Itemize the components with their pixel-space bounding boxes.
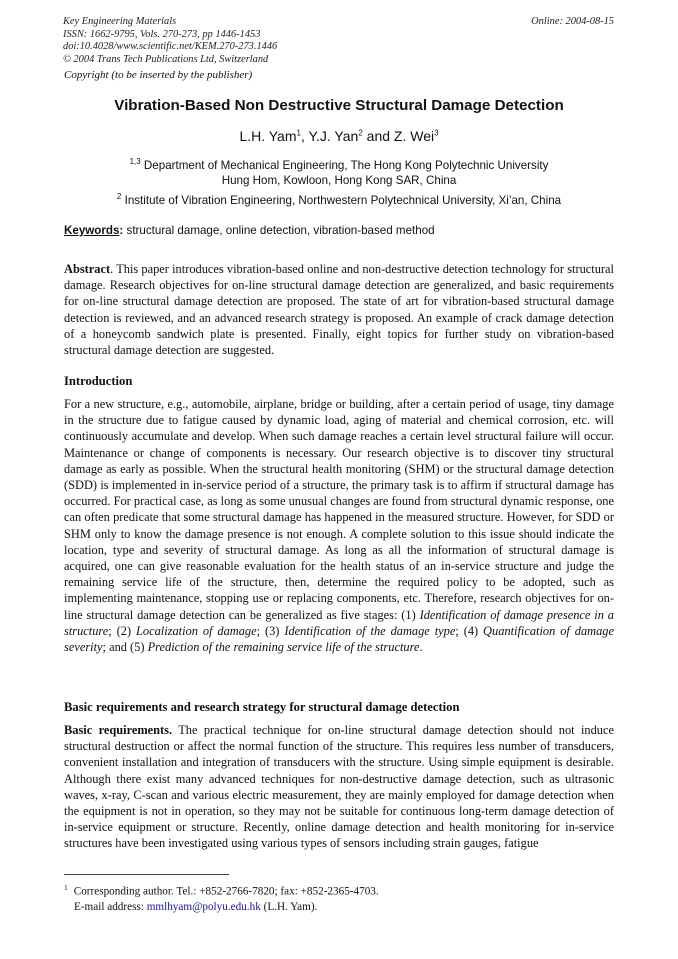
stage-name: Identification of the damage type [284,623,456,638]
introduction-body [64,396,614,655]
author-name: Y.J. Yan [308,128,359,144]
stage-name: Identification of damage presence in a structure [64,607,614,638]
introduction-heading: Introduction [64,374,133,388]
abstract-label: Abstract [64,262,111,276]
stage-name: Prediction of the remaining service life of the structure [147,640,420,655]
stage-separator: ; and (5) [102,640,148,655]
author-sup: 3 [434,128,439,138]
keywords: Keywords: structural damage, online detection, vibration-based method [64,224,435,237]
affiliation-sup: 1,3 [129,157,141,166]
footnote-email-suffix: (L.H. Yam). [260,900,318,913]
email-link[interactable]: mmlhyam@polyu.edu.hk [146,900,261,913]
doi-line: doi:10.4028/www.scientific.net/KEM.270-273.1446 [63,41,278,53]
footnote-line: Corresponding author. Tel.: +852-2766-7820; fax: +852-2365-4703. [73,885,379,898]
basic-requirements-lead: Basic requirements. [64,723,173,737]
stage-separator: ; (3) [256,623,285,638]
affiliation-line: Department of Mechanical Engineering, The Hong Kong Polytechnic University [143,158,549,172]
affiliation-sup: 2 [116,192,122,201]
paper-title: Vibration-Based Non Destructive Structural Damage Detection [114,97,564,114]
publisher-copyright: © 2004 Trans Tech Publications Ltd, Switzerland [63,53,269,65]
author-list [0,128,678,144]
introduction-text: For a new structure, e.g., automobile, airplane, bridge or building, after a certain period of usage, tiny damage in the structure due to fatigue caused by dynamic load, aging of material and chemical corrosion, etc. will continuously accumulate and develop. When such damage reaches a certain level structural failure will occur. Maintenance or change of components is necessary. Our research objective is to discover tiny structural damage as early as possible. When the structural health monitoring (SHM) or the structural damage detection (SDD) is implemented in in-service period of a structure, the primary task is to affirm if structural damage has occurred. For practical case, as long as some unusual changes are found from structural dynamic response, one can often predicate that some structural damage has happened in the measured structure. However, for SDD or SHM only to know the damage presence is not enough. A complete solution to this issue should indicate the location, type and severity of structural damage. As long as all the information of structural damage is acquired, one can give reasonable evaluation for the health status of an in-service structure and judge the remaining service life of the structure, then, determine the required policy to be adopted, such as implementing maintenance, stopping use or replacing components, etc. Therefore, research objectives for on-line structural damage detection can be generalized as five stages: (1) [64,397,614,622]
author-and: and [362,128,394,144]
keywords-text: structural damage, online detection, vibration-based method [126,224,435,237]
footnote [64,880,379,915]
author-name: Z. Wei [393,128,435,144]
footnote-divider [64,874,229,875]
author-sup: 2 [358,128,363,138]
journal-name: Key Engineering Materials [63,16,177,27]
basic-requirements-heading: Basic requirements and research strategy for structural damage detection [64,700,460,714]
abstract: Abstract. This paper introduces vibration-based online and non-destructive detection technology for structural damage. Research objectives for on-line structural damage detection are generalized, and basic requirements for on-line structural damage detection are proposed. The state of art for vibration-based structural damage detection is reviewed, and an advanced research strategy is proposed. An example of crack damage detection of a honeycomb sandwich plate is presented. Finally, eight topics for further study on vibration-based structural damage detection are suggested. [64,262,614,358]
affiliation-2 [0,189,678,208]
affiliation-line: Hung Hom, Kowloon, Hong Kong SAR, China [221,173,457,187]
stage-separator: ; (2) [108,623,136,638]
affiliation-line: Institute of Vibration Engineering, Northwestern Polytechnical University, Xi’an, China [124,193,562,207]
journal-header [63,16,277,66]
footnote-email-label: E-mail address: [74,900,147,913]
author-sup: 1 [296,128,301,138]
abstract-text: This paper introduces vibration-based online and non-destructive detection technology for structural damage. Research objectives for on-line structural damage detection are generalized, and basic requirements for on-line structural damage detection are proposed. The state of art for vibration-based structural damage detection is reviewed, and an advanced research strategy is proposed. An example of crack damage detection of a honeycomb sandwich plate is presented. Finally, eight topics for further study on vibration-based structural damage detection are suggested. [64,262,614,358]
keywords-label: Keywords [64,224,120,237]
affiliation-1 [0,154,678,188]
author-separator: , [300,128,309,144]
basic-requirements-text: The practical technique for on-line structural damage detection should not induce structural destruction or affect the normal function of the structure. This requires less number of transducers, convenient installation and integration of transducers with the structure. Using simple equipment is desirable. Although there exist many advanced techniques for non-destructive damage detection, such as ultrasonic waves, x-ray, C-scan and various electric measurement, they are mainly employed for damage detection when the equipment is not in operation, so they may not be suitable for continuous long-term damage detection of in-service equipment or structure. Recently, online damage detection and health monitoring for in-service structures have been investigated using various types of sensors including strain gauges, fatigue [64,723,614,851]
stage-separator: ; (4) [455,623,484,638]
author-name: L.H. Yam [239,128,297,144]
online-date: Online: 2004-08-15 [531,16,614,27]
footnote-sup: 1 [64,883,68,892]
stage-name: Quantification of damage severity [64,623,614,655]
basic-requirements-body [64,722,614,852]
stage-separator: . [419,640,423,655]
stage-name: Localization of damage [135,623,257,638]
copyright-note: Copyright (to be inserted by the publisher) [64,69,253,81]
issn-line: ISSN: 1662-9795, Vols. 270-273, pp 1446-1453 [63,28,261,40]
